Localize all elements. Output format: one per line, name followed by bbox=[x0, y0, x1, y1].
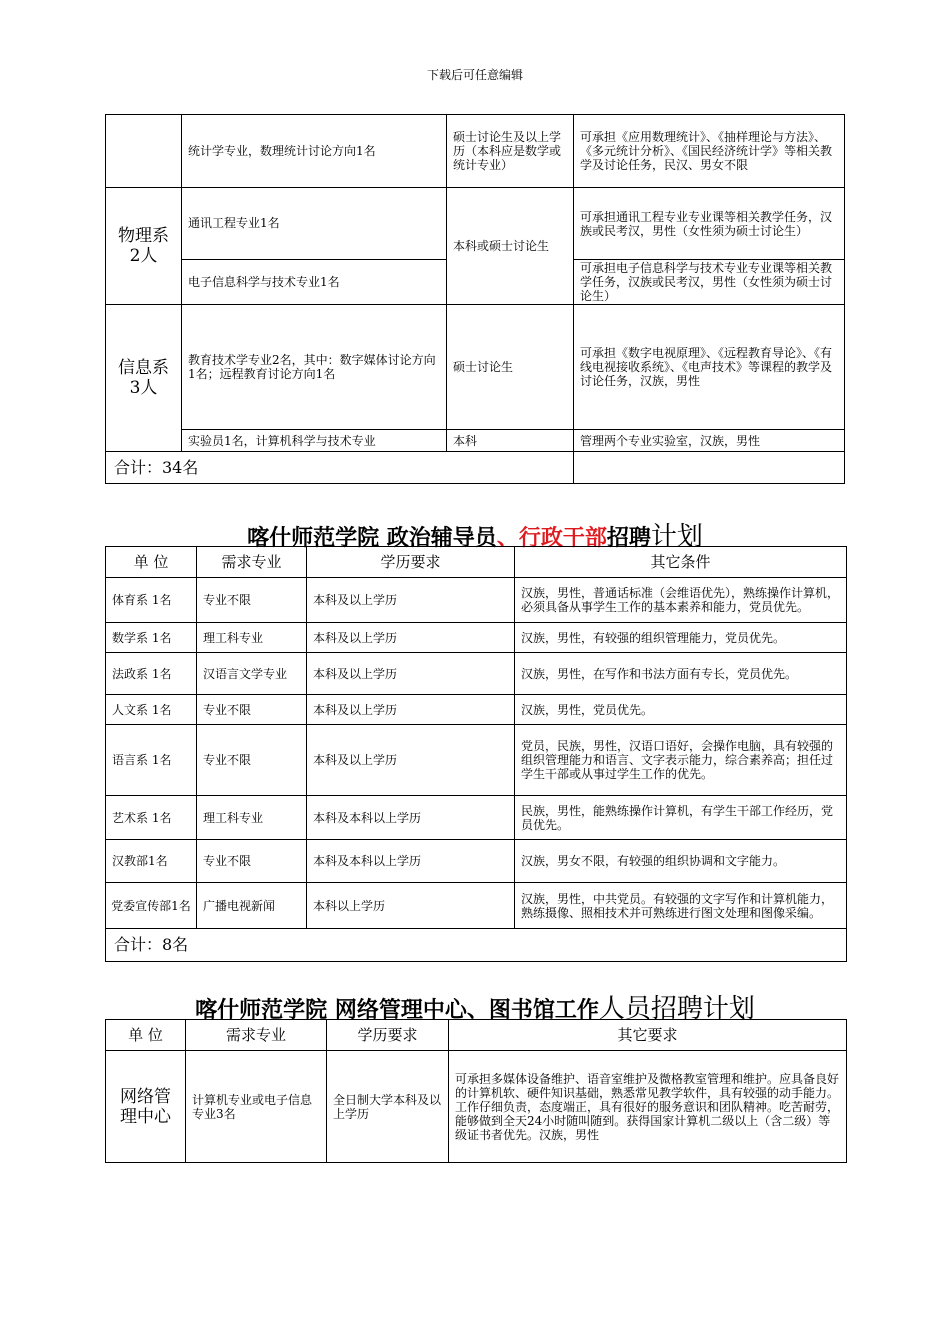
major-cell: 理工科专业 bbox=[197, 796, 307, 840]
total-row bbox=[106, 452, 845, 484]
cond-cell: 可承担通讯工程专业专业课等相关教学任务，汉族或民考汉，男性（女性须为硕士讨论生） bbox=[574, 188, 845, 260]
unit-cell: 汉教部1名 bbox=[106, 840, 197, 883]
unit-cell: 网络管理中心 bbox=[106, 1051, 186, 1163]
col-header: 单 位 bbox=[106, 547, 197, 578]
major-cell: 教育技术学专业2名，其中：数字媒体讨论方向1名；远程教育讨论方向1名 bbox=[182, 305, 447, 430]
major-cell: 电子信息科学与技术专业1名 bbox=[182, 260, 447, 305]
edu-cell: 本科及以上学历 bbox=[307, 578, 515, 623]
table-row bbox=[106, 578, 847, 623]
major-cell: 专业不限 bbox=[197, 840, 307, 883]
cond-cell: 管理两个专业实验室，汉族，男性 bbox=[574, 430, 845, 452]
major-cell: 汉语言文学专业 bbox=[197, 653, 307, 695]
edu-cell: 本科及本科以上学历 bbox=[307, 796, 515, 840]
dept-name: 信息系 bbox=[118, 358, 169, 378]
title-text: 人员招聘计划 bbox=[598, 994, 755, 1024]
network-center-recruitment-table bbox=[105, 1019, 847, 1163]
unit-cell: 人文系 1名 bbox=[106, 695, 197, 725]
col-header: 学历要求 bbox=[327, 1020, 449, 1051]
edu-cell: 本科及以上学历 bbox=[307, 725, 515, 796]
unit-cell: 语言系 1名 bbox=[106, 725, 197, 796]
cond-cell: 可承担《应用数理统计》、《抽样理论与方法》、《多元统计分析》、《国民经济统计学》等相关教学及讨论任务，民汉、男女不限 bbox=[574, 115, 845, 188]
unit-cell: 数学系 1名 bbox=[106, 623, 197, 653]
empty-cell bbox=[574, 452, 845, 484]
edu-cell: 硕士讨论生及以上学历（本科应是数学或统计专业） bbox=[447, 115, 574, 188]
cond-cell: 汉族，男性，有较强的组织管理能力，党员优先。 bbox=[515, 623, 847, 653]
total-row bbox=[106, 929, 847, 962]
table-row bbox=[106, 1051, 847, 1163]
edu-cell: 全日制大学本科及以上学历 bbox=[327, 1051, 449, 1163]
major-cell: 实验员1名，计算机科学与技术专业 bbox=[182, 430, 447, 452]
header-row bbox=[106, 1020, 847, 1051]
cond-cell: 汉族，男性，中共党员。有较强的文字写作和计算机能力，熟练摄像、照相技术并可熟练进行图文处理和图像采编。 bbox=[515, 883, 847, 929]
major-cell: 专业不限 bbox=[197, 695, 307, 725]
table-row bbox=[106, 623, 847, 653]
edu-cell: 硕士讨论生 bbox=[447, 305, 574, 430]
title-highlight: 、行政干部 bbox=[496, 526, 607, 551]
col-header: 其它条件 bbox=[515, 547, 847, 578]
table-row bbox=[106, 840, 847, 883]
title-text: 招聘 bbox=[606, 526, 651, 551]
edu-cell: 本科 bbox=[447, 430, 574, 452]
major-cell: 通讯工程专业1名 bbox=[182, 188, 447, 260]
dept-count: 3人 bbox=[129, 378, 158, 398]
unit-cell: 艺术系 1名 bbox=[106, 796, 197, 840]
cond-cell: 可承担《数字电视原理》、《远程教育导论》、《有线电视接收系统》、《电声技术》等课程的教学及讨论任务，汉族，男性 bbox=[574, 305, 845, 430]
unit-cell: 法政系 1名 bbox=[106, 653, 197, 695]
cond-cell: 汉族，男性，普通话标准（会维语优先），熟练操作计算机，必须具备从事学生工作的基本素养和能力，党员优先。 bbox=[515, 578, 847, 623]
cond-cell: 可承担电子信息科学与技术专业专业课等相关教学任务，汉族或民考汉，男性（女性须为硕士讨论生） bbox=[574, 260, 845, 305]
table-row bbox=[106, 883, 847, 929]
dept-cell bbox=[106, 305, 182, 452]
col-header: 学历要求 bbox=[307, 547, 515, 578]
cond-cell: 党员，民族，男性，汉语口语好，会操作电脑，具有较强的组织管理能力和语言、文字表示能力，综合素养高；担任过学生干部或从事过学生工作的优先。 bbox=[515, 725, 847, 796]
cond-cell: 可承担多媒体设备维护、语音室维护及微格教室管理和维护。应具备良好的计算机软、硬件知识基础，熟悉常见教学软件，具有较强的动手能力。工作仔细负责，态度端正，具有很好的服务意识和团队精神。吃苦耐劳，能够做到全天24小时随叫随到。获得国家计算机二级以上（含二级）等级证书者优先。汉族，男性 bbox=[449, 1051, 847, 1163]
table-row bbox=[106, 796, 847, 840]
header-row bbox=[106, 547, 847, 578]
title-text: 喀什师范学院 政治辅导员 bbox=[247, 526, 497, 551]
dept-name: 物理系 bbox=[118, 226, 169, 246]
counselor-recruitment-table bbox=[105, 546, 847, 962]
major-cell: 理工科专业 bbox=[197, 623, 307, 653]
cond-cell: 汉族，男性，在写作和书法方面有专长，党员优先。 bbox=[515, 653, 847, 695]
unit-cell: 体育系 1名 bbox=[106, 578, 197, 623]
dept-count: 2人 bbox=[129, 246, 158, 266]
cond-cell: 民族，男性，能熟练操作计算机，有学生干部工作经历，党员优先。 bbox=[515, 796, 847, 840]
major-cell: 广播电视新闻 bbox=[197, 883, 307, 929]
col-header: 其它要求 bbox=[449, 1020, 847, 1051]
cond-cell: 汉族，男性，党员优先。 bbox=[515, 695, 847, 725]
edu-cell: 本科及以上学历 bbox=[307, 623, 515, 653]
major-cell: 计算机专业或电子信息专业3名 bbox=[186, 1051, 327, 1163]
edu-cell: 本科及以上学历 bbox=[307, 695, 515, 725]
major-cell: 专业不限 bbox=[197, 578, 307, 623]
edu-cell: 本科以上学历 bbox=[307, 883, 515, 929]
major-cell: 专业不限 bbox=[197, 725, 307, 796]
total-cell: 合计：8名 bbox=[106, 929, 847, 962]
table-row bbox=[106, 115, 845, 188]
table-row bbox=[106, 430, 845, 452]
title-text: 喀什师范学院 网络管理中心、图书馆工作 bbox=[195, 998, 599, 1023]
cond-cell: 汉族，男女不限，有较强的组织协调和文字能力。 bbox=[515, 840, 847, 883]
table-row bbox=[106, 188, 845, 260]
table-row bbox=[106, 695, 847, 725]
table-row bbox=[106, 653, 847, 695]
col-header: 需求专业 bbox=[186, 1020, 327, 1051]
dept-cell bbox=[106, 115, 182, 188]
edu-cell: 本科或硕士讨论生 bbox=[447, 188, 574, 305]
edu-cell: 本科及以上学历 bbox=[307, 653, 515, 695]
major-cell: 统计学专业，数理统计讨论方向1名 bbox=[182, 115, 447, 188]
col-header: 单 位 bbox=[106, 1020, 186, 1051]
edu-cell: 本科及本科以上学历 bbox=[307, 840, 515, 883]
page-header: 下载后可任意编辑 bbox=[426, 68, 523, 82]
dept-cell bbox=[106, 188, 182, 305]
table-row bbox=[106, 305, 845, 430]
table-row bbox=[106, 725, 847, 796]
unit-cell: 党委宣传部1名 bbox=[106, 883, 197, 929]
col-header: 需求专业 bbox=[197, 547, 307, 578]
title-text: 计划 bbox=[650, 522, 703, 552]
faculty-recruitment-table bbox=[105, 114, 845, 484]
total-cell: 合计：34名 bbox=[106, 452, 574, 484]
